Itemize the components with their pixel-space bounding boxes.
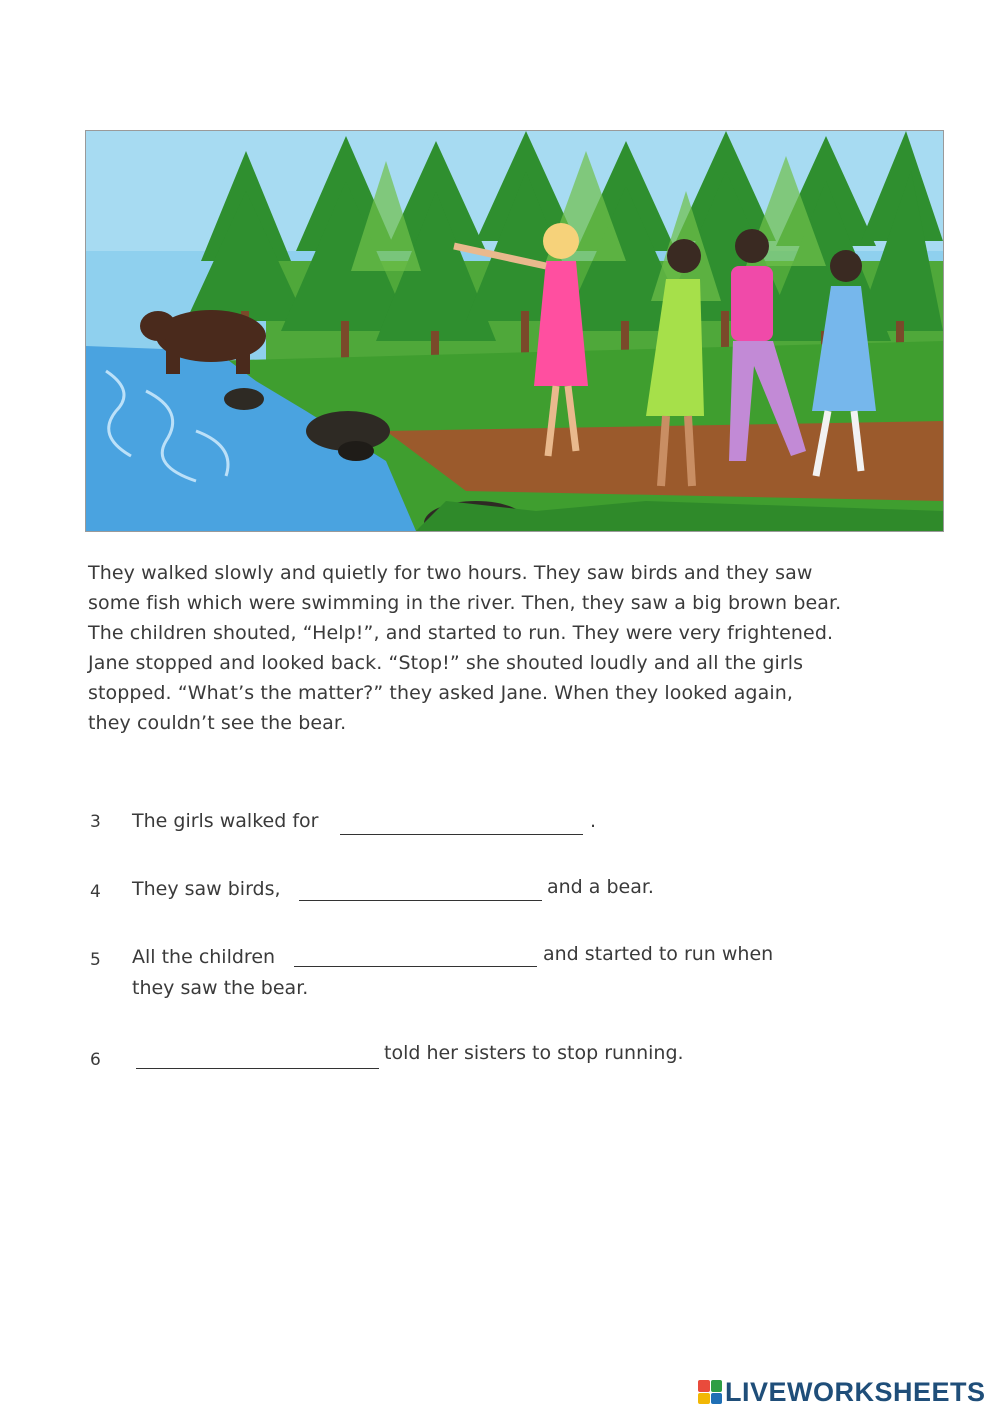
question-text: They saw birds,: [132, 878, 281, 900]
question-text: All the children: [132, 946, 276, 968]
question-text-continuation: they saw the bear.: [132, 977, 309, 999]
reading-passage: [88, 558, 908, 738]
question-number: 5: [90, 950, 101, 970]
passage-line: stopped. “What’s the matter?” they asked Jane. When they looked again,: [88, 682, 793, 704]
question-number: 4: [90, 882, 101, 902]
answer-blank-5[interactable]: [294, 948, 537, 967]
passage-line: Jane stopped and looked back. “Stop!” she shouted loudly and all the girls: [88, 652, 804, 674]
question-number: 3: [90, 812, 101, 832]
liveworksheets-logo: [698, 1377, 994, 1407]
question-number: 6: [90, 1050, 101, 1070]
logo-mark-icon: [698, 1380, 722, 1404]
passage-line: They walked slowly and quietly for two hours. They saw birds and they saw: [88, 562, 813, 584]
answer-blank-6[interactable]: [136, 1050, 379, 1069]
passage-line: some fish which were swimming in the river. Then, they saw a big brown bear.: [88, 592, 842, 614]
logo-text: LIVEWORKSHEETS: [725, 1376, 986, 1407]
answer-blank-4[interactable]: [299, 882, 542, 901]
answer-blank-3[interactable]: [340, 816, 583, 835]
passage-line: they couldn’t see the bear.: [88, 712, 347, 734]
story-illustration: [85, 130, 944, 532]
question-text-end: told her sisters to stop running.: [384, 1042, 684, 1064]
question-text-end: .: [590, 810, 597, 832]
passage-line: The children shouted, “Help!”, and started to run. They were very frightened.: [88, 622, 834, 644]
question-text-end: and a bear.: [547, 876, 654, 898]
question-text: The girls walked for: [132, 810, 319, 832]
question-text-end: and started to run when: [543, 943, 774, 965]
